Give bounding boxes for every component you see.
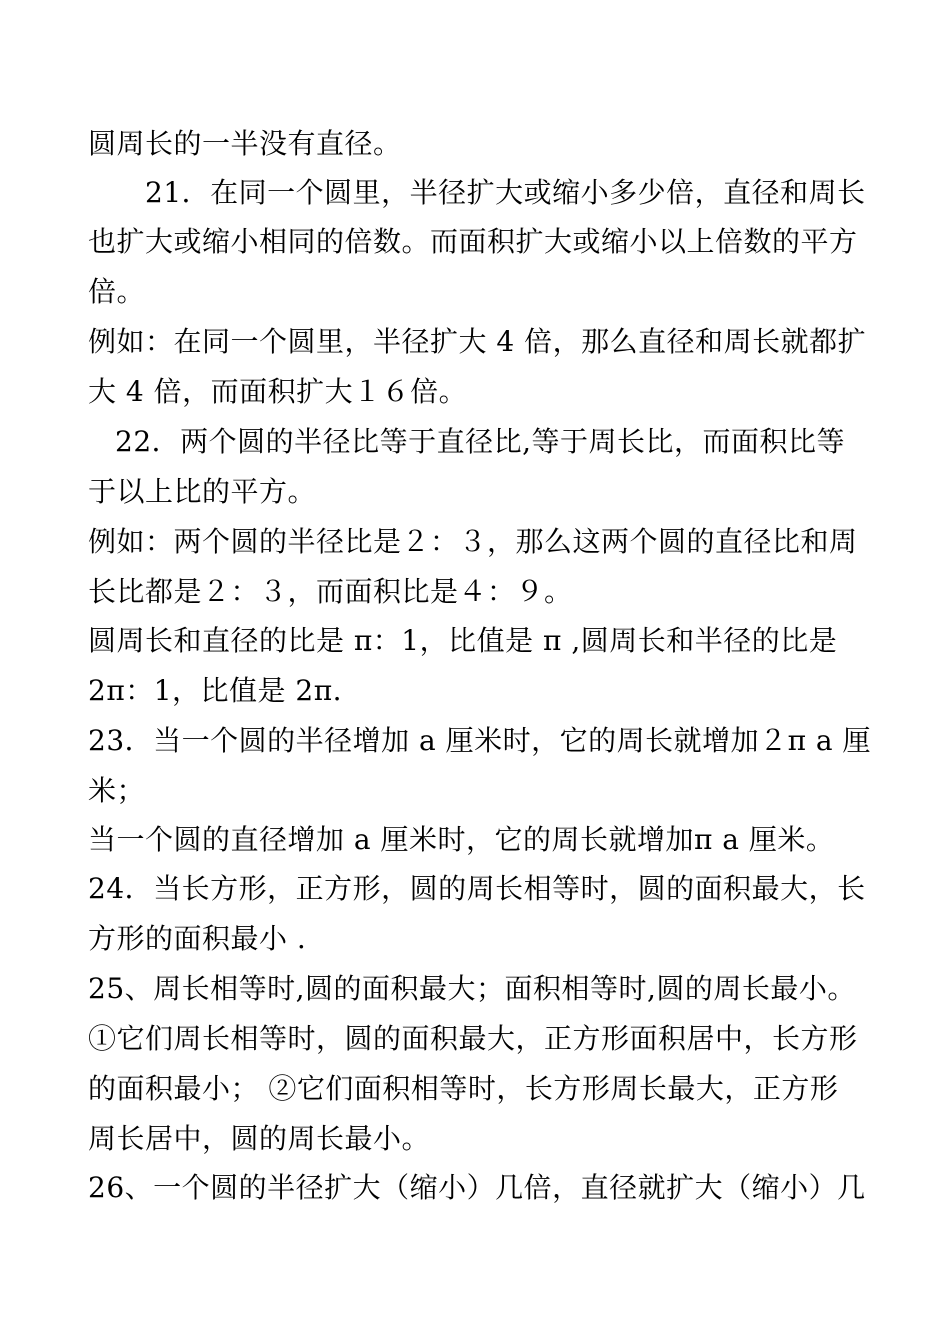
text-line: 例如：在同一个圆里，半径扩大 4 倍，那么直径和周长就都扩	[88, 325, 867, 358]
text-line: 圆周长的一半没有直径。	[88, 127, 402, 160]
text-line: 当一个圆的直径增加 a 厘米时，它的周长就增加π a 厘米。	[88, 823, 835, 856]
text-line: 周长居中，圆的周长最小。	[88, 1122, 431, 1155]
text-line: 22．两个圆的半径比等于直径比,等于周长比，而面积比等	[115, 425, 846, 458]
text-line: 于以上比的平方。	[88, 475, 317, 508]
text-line: 例如：两个圆的半径比是２：３，那么这两个圆的直径比和周	[88, 525, 858, 558]
text-line: 圆周长和直径的比是 π：1，比值是 π ,圆周长和半径的比是	[88, 624, 838, 657]
text-line: 方形的面积最小 .	[88, 922, 307, 955]
text-line: 的面积最小； ②它们面积相等时，长方形周长最大，正方形	[88, 1072, 839, 1105]
text-line: 23．当一个圆的半径增加 a 厘米时，它的周长就增加２π a 厘	[88, 724, 872, 757]
text-line: 长比都是２：３，而面积比是４：９。	[88, 575, 573, 608]
text-line: 26、一个圆的半径扩大（缩小）几倍，直径就扩大（缩小）几	[88, 1171, 866, 1204]
text-line: 米；	[88, 774, 146, 807]
text-line: 大 4 倍，而面积扩大１６倍。	[88, 375, 468, 408]
text-line: 25、周长相等时,圆的面积最大；面积相等时,圆的周长最小。	[88, 972, 856, 1005]
text-line: 21．在同一个圆里，半径扩大或缩小多少倍，直径和周长	[145, 176, 866, 209]
text-line: 2π：1，比值是 2π.	[88, 674, 343, 707]
text-line: ①它们周长相等时，圆的面积最大，正方形面积居中，长方形	[88, 1022, 858, 1055]
text-line: 24．当长方形，正方形，圆的周长相等时，圆的面积最大，长	[88, 872, 866, 905]
text-line: 也扩大或缩小相同的倍数。而面积扩大或缩小以上倍数的平方	[88, 225, 858, 258]
text-line: 倍。	[88, 275, 146, 308]
